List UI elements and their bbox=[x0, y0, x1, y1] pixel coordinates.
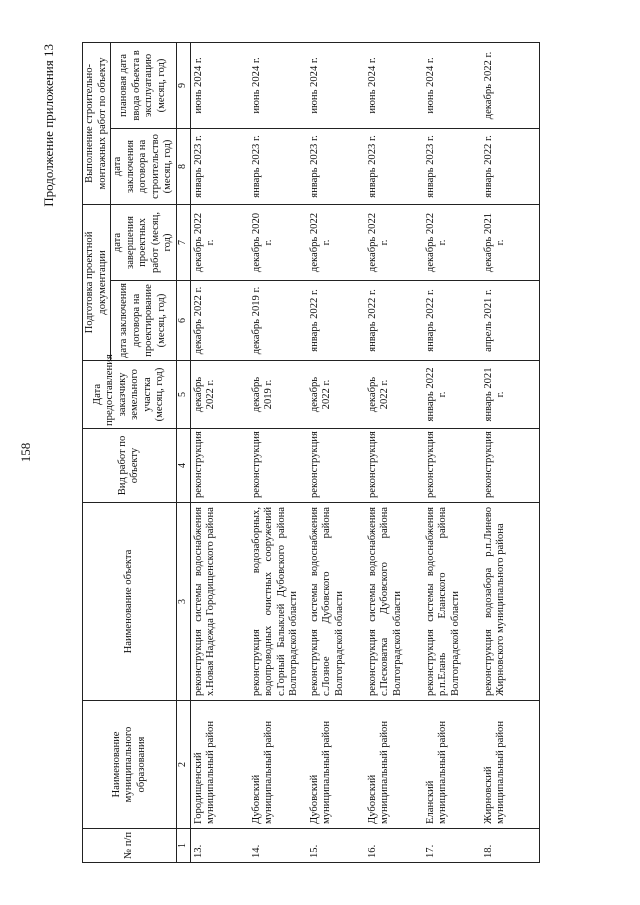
work-type-cell: реконструкция bbox=[481, 429, 540, 503]
municipality-cell: Еланский муниципальный район bbox=[423, 701, 481, 829]
municipality-cell: Дубовский муниципальный район bbox=[365, 701, 423, 829]
table-row bbox=[307, 42, 365, 862]
object-cell: реконструкция водозаборных, водопроводных очистных сооружений с.Горный Балыклей Дубовского района Волгоградской области bbox=[249, 503, 307, 701]
commissioning-cell: декабрь 2022 г. bbox=[481, 42, 540, 128]
object-cell: реконструкция системы водоснабжения р.п.Елань Еланского района Волгоградской области bbox=[423, 503, 481, 701]
object-cell: реконструкция системы водоснабжения с.Лозное Дубовского района Волгоградской области bbox=[307, 503, 365, 701]
header-construction-group: Выполнение строительно-монтажных работ по объекту bbox=[83, 42, 111, 204]
land-date-cell: январь 2021 г. bbox=[481, 361, 540, 429]
table-row bbox=[365, 42, 423, 862]
construction-contract-cell: январь 2023 г. bbox=[423, 128, 481, 204]
table-row bbox=[249, 42, 307, 862]
commissioning-cell: июнь 2024 г. bbox=[365, 42, 423, 128]
construction-contract-cell: январь 2022 г. bbox=[481, 128, 540, 204]
table-row bbox=[481, 42, 540, 862]
column-number: 8 bbox=[176, 128, 190, 204]
commissioning-cell: июнь 2024 г. bbox=[423, 42, 481, 128]
municipality-cell: Дубовский муниципальный район bbox=[249, 701, 307, 829]
construction-contract-cell: январь 2023 г. bbox=[365, 128, 423, 204]
municipality-cell: Дубовский муниципальный район bbox=[307, 701, 365, 829]
design-completion-cell: декабрь 2022 г. bbox=[307, 204, 365, 280]
row-number: 15. bbox=[307, 829, 365, 863]
design-contract-cell: январь 2022 г. bbox=[365, 281, 423, 361]
construction-contract-cell: январь 2023 г. bbox=[249, 128, 307, 204]
column-number: 3 bbox=[176, 503, 190, 701]
row-number: 16. bbox=[365, 829, 423, 863]
work-type-cell: реконструкция bbox=[249, 429, 307, 503]
design-contract-cell: декабрь 2022 г. bbox=[190, 281, 249, 361]
municipality-cell: Жирновский муниципальный район bbox=[481, 701, 540, 829]
commissioning-cell: июнь 2024 г. bbox=[190, 42, 249, 128]
column-number: 5 bbox=[176, 361, 190, 429]
object-cell: реконструкция системы водоснабжения с.Песковатка Дубовского района Волгоградской области bbox=[365, 503, 423, 701]
header-design-group: Подготовка проектной документации bbox=[83, 204, 111, 360]
object-cell: реконструкция водозабора р.п.Линево Жирновского муниципального района bbox=[481, 503, 540, 701]
header-design-contract: дата заключения договора на проектирование (месяц, год) bbox=[111, 281, 177, 361]
design-contract-cell: январь 2022 г. bbox=[423, 281, 481, 361]
construction-contract-cell: январь 2023 г. bbox=[307, 128, 365, 204]
header-design-completion: дата завершения проектных работ (месяц, год) bbox=[111, 204, 177, 280]
municipality-cell: Городищенский муниципальный район bbox=[190, 701, 249, 829]
land-date-cell: декабрь 2022 г. bbox=[307, 361, 365, 429]
objects-table bbox=[82, 42, 540, 863]
land-date-cell: декабрь 2019 г. bbox=[249, 361, 307, 429]
design-contract-cell: декабрь 2019 г. bbox=[249, 281, 307, 361]
header-construction-contract: дата заключения договора на строительство (месяц, год) bbox=[111, 128, 177, 204]
header-commissioning: плановая дата ввода объекта в эксплуатацию (месяц, год) bbox=[111, 42, 177, 128]
column-number: 7 bbox=[176, 204, 190, 280]
design-completion-cell: декабрь 2021 г. bbox=[481, 204, 540, 280]
column-number: 2 bbox=[176, 701, 190, 829]
work-type-cell: реконструкция bbox=[190, 429, 249, 503]
commissioning-cell: июнь 2024 г. bbox=[307, 42, 365, 128]
work-type-cell: реконструкция bbox=[423, 429, 481, 503]
column-number: 1 bbox=[176, 829, 190, 863]
design-completion-cell: декабрь 2022 г. bbox=[365, 204, 423, 280]
table-row bbox=[190, 42, 249, 862]
header-no: № п/п bbox=[83, 829, 177, 863]
column-number-row bbox=[176, 42, 190, 862]
column-number: 6 bbox=[176, 281, 190, 361]
land-date-cell: январь 2022 г. bbox=[423, 361, 481, 429]
row-number: 13. bbox=[190, 829, 249, 863]
header-land-date: Дата предоставления заказчику земельного участка (месяц, год) bbox=[83, 361, 177, 429]
header-municipality: Наименование муниципального образования bbox=[83, 701, 177, 829]
row-number: 18. bbox=[481, 829, 540, 863]
design-completion-cell: декабрь 2020 г. bbox=[249, 204, 307, 280]
row-number: 14. bbox=[249, 829, 307, 863]
page-number: 158 bbox=[18, 442, 33, 463]
continuation-caption: Продолжение приложения 13 bbox=[41, 44, 56, 207]
object-cell: реконструкция системы водоснабжения х.Новая Надежда Городищенского района bbox=[190, 503, 249, 701]
land-date-cell: декабрь 2022 г. bbox=[190, 361, 249, 429]
header-work-type: Вид работ по объекту bbox=[83, 429, 177, 503]
work-type-cell: реконструкция bbox=[365, 429, 423, 503]
column-number: 9 bbox=[176, 42, 190, 128]
design-completion-cell: декабрь 2022 г. bbox=[190, 204, 249, 280]
design-contract-cell: апрель 2021 г. bbox=[481, 281, 540, 361]
design-completion-cell: декабрь 2022 г. bbox=[423, 204, 481, 280]
work-type-cell: реконструкция bbox=[307, 429, 365, 503]
column-number: 4 bbox=[176, 429, 190, 503]
construction-contract-cell: январь 2023 г. bbox=[190, 128, 249, 204]
commissioning-cell: июнь 2024 г. bbox=[249, 42, 307, 128]
table-row bbox=[423, 42, 481, 862]
design-contract-cell: январь 2022 г. bbox=[307, 281, 365, 361]
land-date-cell: декабрь 2022 г. bbox=[365, 361, 423, 429]
row-number: 17. bbox=[423, 829, 481, 863]
header-object: Наименование объекта bbox=[83, 503, 177, 701]
